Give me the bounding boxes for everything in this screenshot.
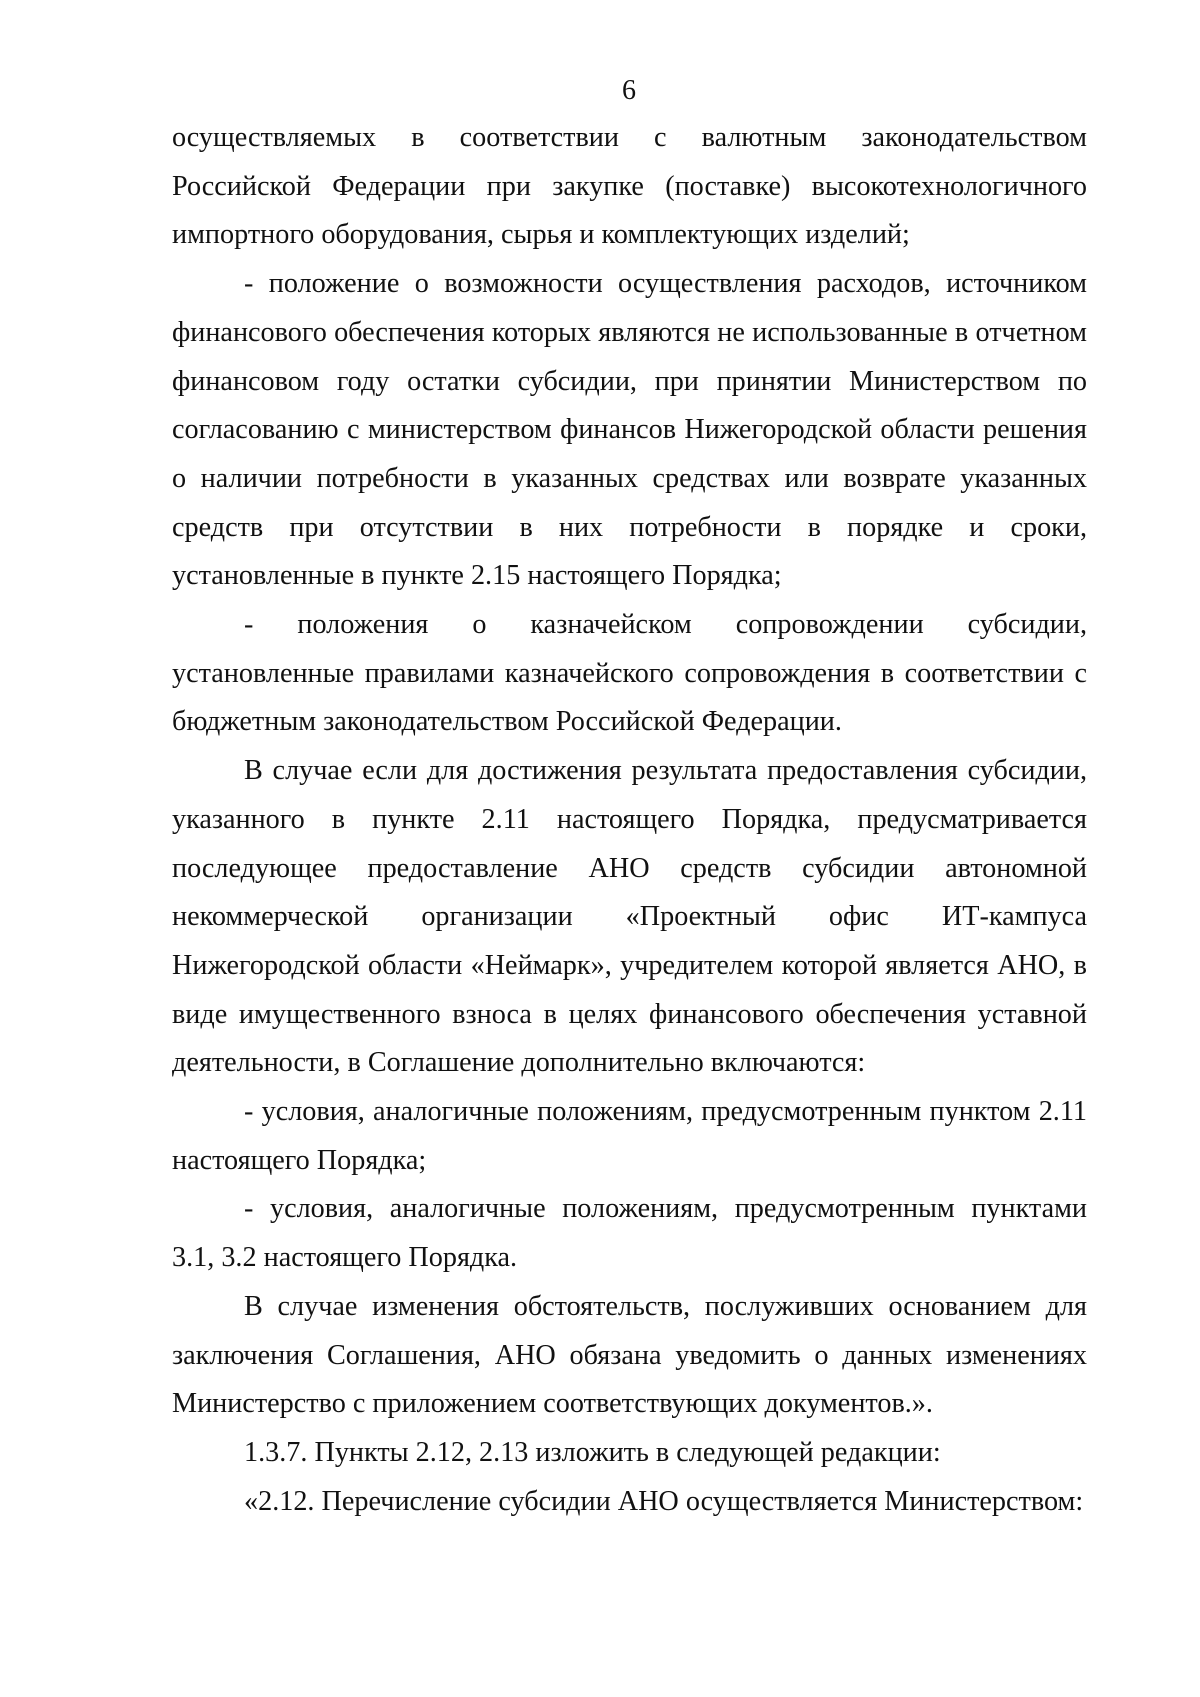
paragraph-1-3-7: 1.3.7. Пункты 2.12, 2.13 изложить в следующей редакции: xyxy=(244,1436,941,1468)
list-item-conditions-2-11: - условия, аналогичные положениям, предусмотренным пунктом 2.11 настоящего Порядка; xyxy=(172,1096,1087,1176)
paragraph-continuation: осуществляемых в соответствии с валютным законодательством Российской Федерации при закупке (поставке) высокотехнологичного импортного оборудования, сырья и комплектующих изделий; xyxy=(172,122,1087,251)
paragraph-change-notice: В случае изменения обстоятельств, послуживших основанием для заключения Соглашения, АНО обязана уведомить о данных изменениях Министерство с приложением соответствующих документов.». xyxy=(172,1290,1087,1420)
list-item-unused-balance: - положение о возможности осуществления расходов, источником финансового обеспечения которых являются не использованные в отчетном финансовом году остатки субсидии, при принятии Министерством по согласованию с министерством финансов Нижегородской области решения о наличии потребности в указанных средствах или возврате указанных средств при отсутствии в них потребности в порядке и сроки, установленные в пункте 2.15 настоящего Порядка; xyxy=(172,268,1087,592)
paragraph-subsidy-transfer: В случае если для достижения результата предоставления субсидии, указанного в пункте 2.11 настоящего Порядка, предусматривается последующее предоставление АНО средств субсидии автономной некоммерческой организации «Проектный офис ИТ-кампуса Нижегородской области «Неймарк», учредителем которой является АНО, в виде имущественного взноса в целях финансового обеспечения уставной деятельности, в Соглашение дополнительно включаются: xyxy=(172,755,1087,1079)
list-item-treasury-support: - положения о казначейском сопровождении субсидии, установленные правилами казначейского сопровождения в соответствии с бюджетным законодательством Российской Федерации. xyxy=(172,609,1087,738)
document-body xyxy=(172,114,1087,1526)
list-item-conditions-3-1-3-2: - условия, аналогичные положениям, предусмотренным пунктами 3.1, 3.2 настоящего Порядка. xyxy=(172,1193,1087,1274)
paragraph-2-12: «2.12. Перечисление субсидии АНО осуществляется Министерством: xyxy=(244,1485,1084,1517)
page-number: 6 xyxy=(622,75,636,106)
